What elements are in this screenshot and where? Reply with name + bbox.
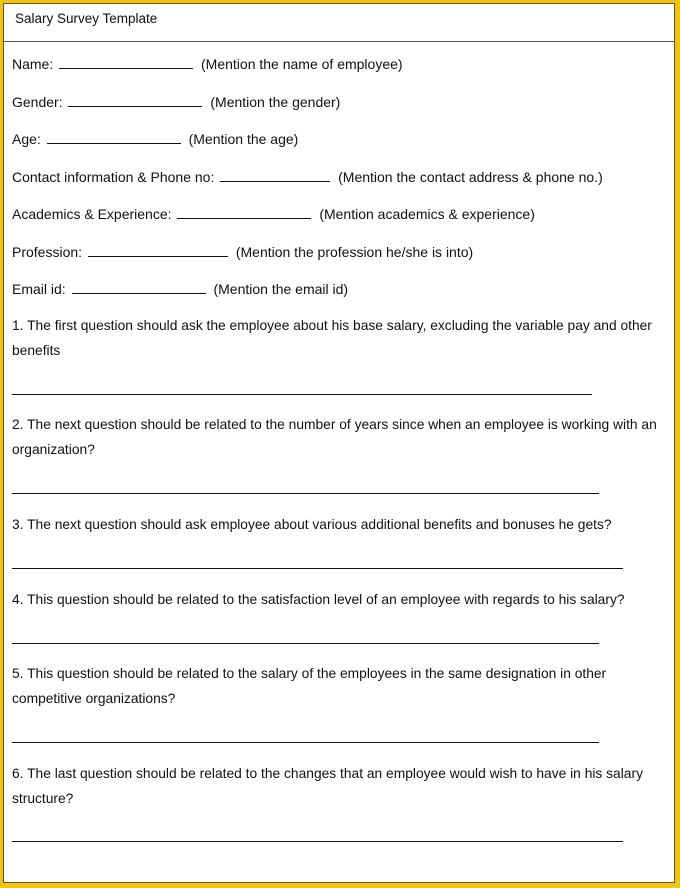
name-hint: (Mention the name of employee) [201,56,403,72]
email-blank[interactable] [72,281,206,294]
name-label: Name: [12,56,54,72]
email-label: Email id: [12,281,66,297]
age-label: Age: [12,131,41,147]
answer-line-5[interactable] [12,742,599,743]
email-field [12,280,348,298]
academics-blank[interactable] [177,206,311,219]
profession-blank[interactable] [88,244,228,257]
gender-label: Gender: [12,94,63,110]
gender-field [12,93,340,111]
question-5: 5. This question should be related to the salary of the employees in the same designation in other competitive organizations? [12,666,607,706]
academics-hint: (Mention academics & experience) [319,206,535,222]
answer-line-2[interactable] [12,493,599,494]
question-4: 4. This question should be related to the satisfaction level of an employee with regards to his salary? [12,592,625,607]
gender-blank[interactable] [68,94,202,107]
profession-hint: (Mention the profession he/she is into) [235,244,474,260]
academics-field [12,205,535,223]
answer-line-3[interactable] [12,568,623,569]
profession-field [12,243,473,261]
contact-hint: (Mention the contact address & phone no.) [338,169,603,185]
gender-hint: (Mention the gender) [210,94,341,110]
answer-line-1[interactable] [12,394,592,395]
question-3: 3. The next question should ask employee about various additional benefits and bonuses he gets? [12,517,612,532]
name-blank[interactable] [59,56,193,69]
question-6: 6. The last question should be related to the changes that an employee would wish to have in his salary structure? [12,766,643,806]
survey-form [3,3,675,883]
profession-label: Profession: [12,244,83,260]
answer-line-4[interactable] [12,643,599,644]
contact-blank[interactable] [220,169,330,182]
name-field [12,55,403,73]
contact-field [12,168,603,186]
answer-line-6[interactable] [12,841,623,842]
age-blank[interactable] [47,131,181,144]
age-field [12,130,298,148]
contact-label: Contact information & Phone no: [12,169,215,185]
question-1: 1. The first question should ask the employee about his base salary, excluding the variable pay and other benefits [12,318,652,358]
question-2: 2. The next question should be related to the number of years since when an employee is working with an organization? [12,417,657,457]
academics-label: Academics & Experience: [12,206,172,222]
email-hint: (Mention the email id) [213,281,349,297]
age-hint: (Mention the age) [188,131,299,147]
form-title: Salary Survey Template [15,11,158,26]
title-bar [4,4,674,42]
